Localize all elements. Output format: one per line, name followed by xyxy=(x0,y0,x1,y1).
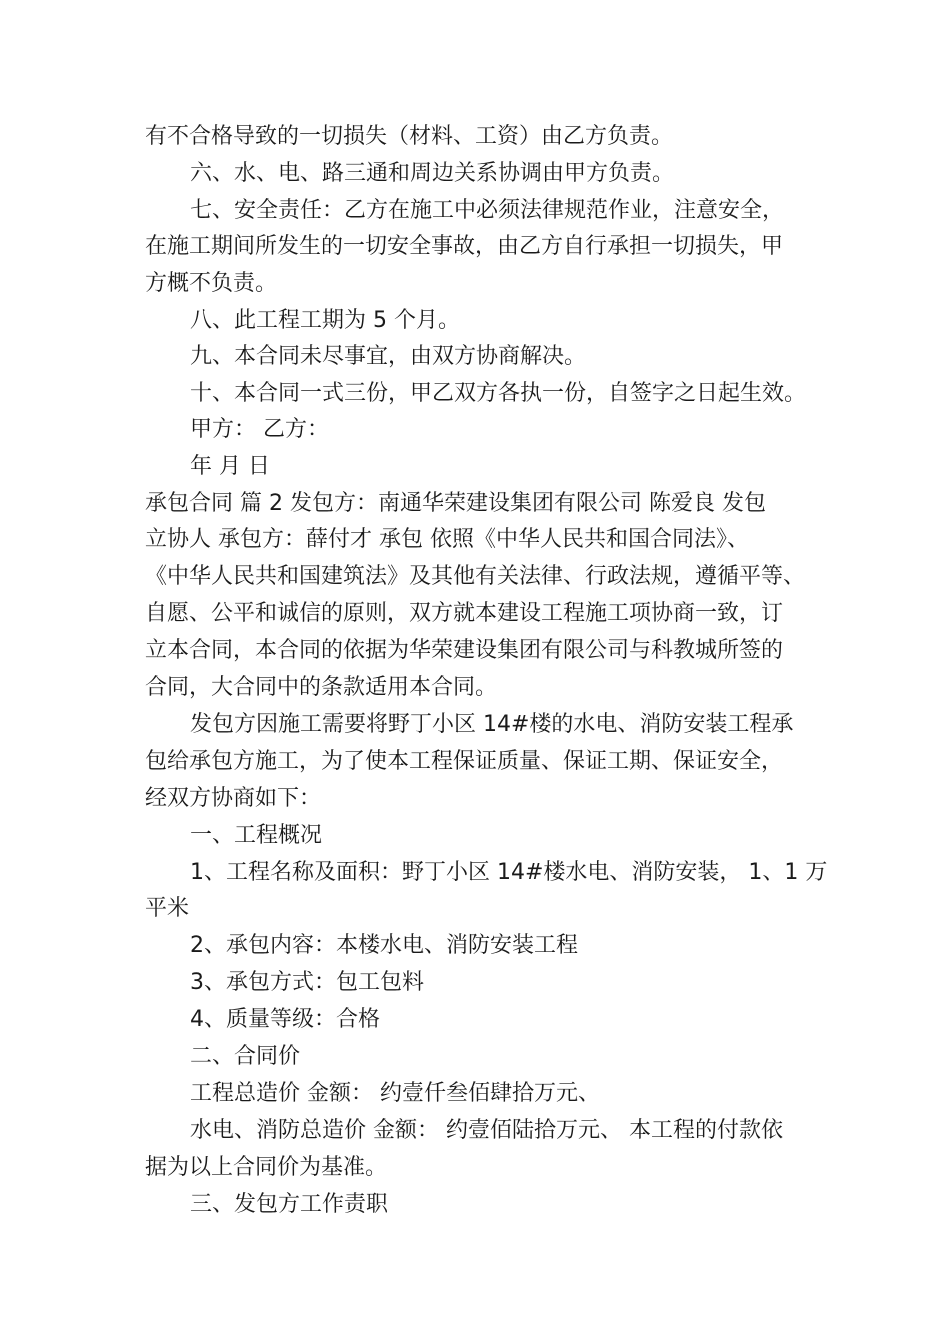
text-line: 甲方： 乙方： xyxy=(190,417,329,442)
text-line: 一、工程概况 xyxy=(190,823,323,848)
text-line: 三、发包方工作责职 xyxy=(190,1192,389,1217)
text-line: 七、安全责任：乙方在施工中必须法律规范作业，注意安全， xyxy=(190,198,785,223)
text-line: 八、此工程工期为 5 个月。 xyxy=(190,308,460,333)
text-line: 平米 xyxy=(145,896,190,921)
text-line: 据为以上合同价为基准。 xyxy=(145,1155,388,1180)
text-line: 方概不负责。 xyxy=(145,271,278,296)
text-line: 九、本合同未尽事宜，由双方协商解决。 xyxy=(190,344,587,369)
text-line: 自愿、公平和诚信的原则，双方就本建设工程施工项协商一致，订 xyxy=(145,601,784,626)
text-line: 在施工期间所发生的一切安全事故，由乙方自行承担一切损失，甲 xyxy=(145,234,784,259)
text-line: 4、质量等级：合格 xyxy=(190,1007,380,1032)
text-line: 二、合同价 xyxy=(190,1044,301,1069)
text-line: 年 月 日 xyxy=(190,454,270,479)
text-line: 发包方因施工需要将野丁小区 14#楼的水电、消防安装工程承 xyxy=(190,712,794,737)
text-line: 有不合格导致的一切损失（材料、工资）由乙方负责。 xyxy=(145,124,674,149)
text-line: 经双方协商如下： xyxy=(145,786,322,811)
text-line: 合同，大合同中的条款适用本合同。 xyxy=(145,675,498,700)
text-line: 1、工程名称及面积：野丁小区 14#楼水电、消防安装， 1、1 万 xyxy=(190,860,828,885)
text-line: 立协人 承包方：薛付才 承包 依照《中华人民共和国合同法》、 xyxy=(145,527,749,552)
text-line: 十、本合同一式三份，甲乙双方各执一份，自签字之日起生效。 xyxy=(190,381,807,406)
text-line: 包给承包方施工，为了使本工程保证质量、保证工期、保证安全， xyxy=(145,749,784,774)
text-line: 立本合同，本合同的依据为华荣建设集团有限公司与科教城所签的 xyxy=(145,638,784,663)
text-line: 《中华人民共和国建筑法》及其他有关法律、行政法规，遵循平等、 xyxy=(145,564,806,589)
text-line: 2、承包内容：本楼水电、消防安装工程 xyxy=(190,933,578,958)
text-line: 六、水、电、路三通和周边关系协调由甲方负责。 xyxy=(190,161,675,186)
text-line: 承包合同 篇 2 发包方：南通华荣建设集团有限公司 陈爱良 发包 xyxy=(145,491,766,516)
text-line: 工程总造价 金额： 约壹仟叁佰肆拾万元、 xyxy=(190,1081,600,1106)
text-line: 水电、消防总造价 金额： 约壹佰陆拾万元、 本工程的付款依 xyxy=(190,1118,783,1143)
text-line: 3、承包方式：包工包料 xyxy=(190,970,424,995)
